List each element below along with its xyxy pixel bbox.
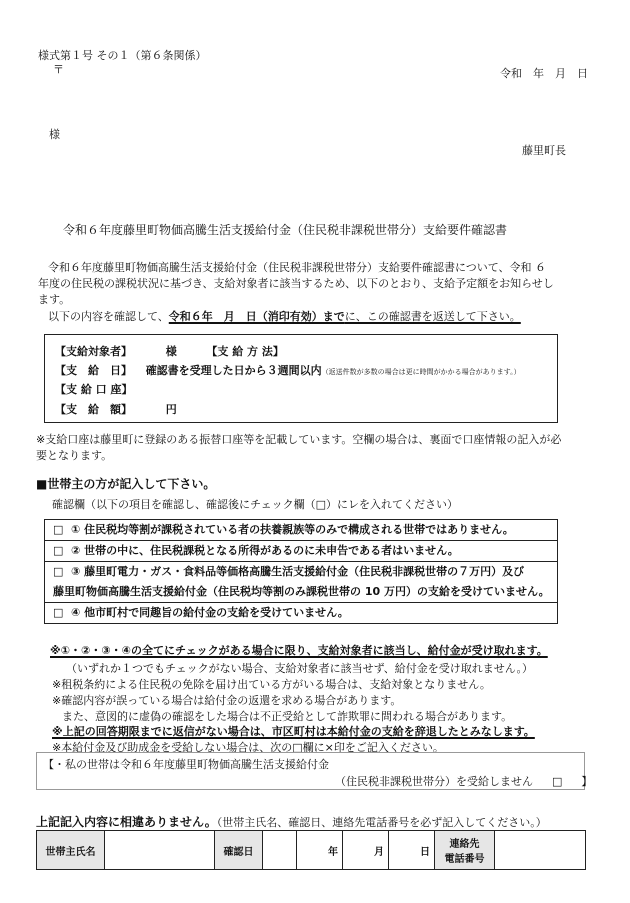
confirm-date-day[interactable]: 日 [389,831,435,870]
check-item-4 [45,603,557,623]
intro-line-3: ます。 [38,293,71,306]
confirm-heading: 上記記入内容に相違ありません。 [36,815,217,829]
phone-field[interactable] [495,831,586,870]
date-label: 【支 給 日】 [55,364,132,377]
checkbox-3[interactable]: □ [53,565,64,578]
phone-label-line-1: 連絡先 [449,839,480,850]
return-deadline: 令和６年 月 日（消印有効）まで [168,310,345,323]
section-heading: ■世帯主の方が記入して下さい。 [36,477,216,491]
form-label: 様式第１号 その１（第６条関係） [38,49,207,62]
section-instruction: 確認欄（以下の項目を確認し、確認後にチェック欄（□）にレを入れてください） [52,498,459,511]
summary-row-amount [55,401,177,417]
signature-table [36,830,586,870]
phone-label-line-2: 電話番号 [444,854,485,865]
optout-line-1: 【・私の世帯は令和６年度藤里町物価高騰生活支援給付金 [43,758,329,771]
confirm-note: （世帯主氏名、確認日、連絡先電話番号を必ず記入してください。） [216,816,547,829]
recipient-label: 【支給対象者】 [55,345,132,358]
recipient-value: 様 [165,345,177,358]
date-note: （返送件数が多数の場合は更に時間がかかる場合があります。） [321,368,521,376]
optout-close-bracket: 】 [581,775,593,788]
note-tax-treaty: ※租税条約による住民税の免除を届け出ている方がいる場合は、支給対象となりません。 [52,678,491,691]
amount-label: 【支 給 額】 [55,403,132,416]
check-item-2 [45,541,557,562]
payment-summary-box [44,334,558,423]
sender-name: 藤里町長 [522,144,566,157]
intro-post: に、この確認書を返送して下さい。 [344,310,521,323]
householder-name-label: 世帯主氏名 [37,831,105,870]
issue-date: 令和 年 月 日 [500,67,588,80]
summary-row-recipient [55,343,284,359]
postal-mark: 〒 [53,63,64,76]
account-note-line-2: 要となります。 [36,449,113,462]
optout-checkbox[interactable]: □ [552,775,563,788]
checkbox-4[interactable]: □ [53,606,64,619]
note-fraud: また、意図的に虚偽の確認をした場合は不正受給として詐欺罪に問われる場合があります。 [62,710,513,723]
method-label: 【支 給 方 法】 [206,345,284,358]
intro-pre: 以下の内容を確認して、 [48,310,169,323]
checkbox-1[interactable]: □ [53,523,64,536]
intro-line-2: 年度の住民税の課税状況に基づき、支給対象者に該当するため、以下のとおり、支給予定額をお知らせし [38,277,554,290]
optout-text: （住民税非課税世帯分）を受給しません [335,775,533,788]
note-eligibility: ※①・②・③・④の全てにチェックがある場合に限り、支給対象者に該当し、給付金が受け取れます。 [50,644,548,657]
confirm-date-month[interactable]: 月 [343,831,389,870]
amount-value: 円 [165,403,177,416]
check-item-3-text-2: 藤里町物価高騰生活支援給付金（住民税均等割のみ課税世帯の 10 万円）の支給を受けていません。 [53,585,550,598]
note-any-missing: （いずれか１つでもチェックがない場合、支給対象者に該当せず、給付金を受け取れません。） [66,662,533,675]
optout-line-2 [335,773,592,789]
note-optout-instruction: ※本給付金及び助成金を受給しない場合は、次の□欄に×印をご記入ください。 [52,741,444,754]
confirm-line [36,811,547,830]
confirmation-checklist [44,519,558,624]
check-item-2-text: ② 世帯の中に、住民税課税となる所得があるのに未申告である者はいません。 [71,544,459,557]
confirm-date-year[interactable]: 年 [297,831,343,870]
confirm-date-label: 確認日 [215,831,263,870]
check-item-1-text: ① 住民税均等割が課税されている者の扶養親族等のみで構成される世帯ではありません。 [71,523,514,536]
intro-line-4 [48,308,521,324]
checkbox-2[interactable]: □ [53,544,64,557]
householder-name-field[interactable] [105,831,215,870]
note-deadline-decline: ※上記の回答期限までに返信がない場合は、市区町村は本給付金の支給を辞退したとみなします。 [52,725,535,738]
account-note-line-1: ※支給口座は藤里町に登録のある振替口座等を記載しています。空欄の場合は、裏面で口座情報の記入が必 [36,433,562,446]
phone-label [435,831,495,870]
summary-row-date [55,362,521,378]
recipient-suffix: 様 [49,128,60,141]
check-item-3 [45,562,557,603]
check-item-3-text: ③ 藤里町電力・ガス・食料品等価格高騰生活支援給付金（住民税非課税世帯の７万円）及び [71,565,525,578]
check-item-4-text: ④ 他市町村で同趣旨の給付金の支給を受けていません。 [71,606,349,619]
document-title: 令和６年度藤里町物価高騰生活支援給付金（住民税非課税世帯分）支給要件確認書 [63,223,508,237]
check-item-1 [45,520,557,541]
date-value: 確認書を受理した日から３週間以内 [145,364,322,377]
intro-line-1: 令和６年度藤里町物価高騰生活支援給付金（住民税非課税世帯分）支給要件確認書について、令和 ６ [48,261,547,274]
optout-box [36,752,593,790]
account-label: 【支 給 口 座】 [55,383,133,396]
note-refund: ※確認内容が誤っている場合は給付金の返還を求める場合があります。 [52,694,402,707]
summary-row-account [55,381,133,397]
confirm-date-era-field[interactable] [263,831,297,870]
